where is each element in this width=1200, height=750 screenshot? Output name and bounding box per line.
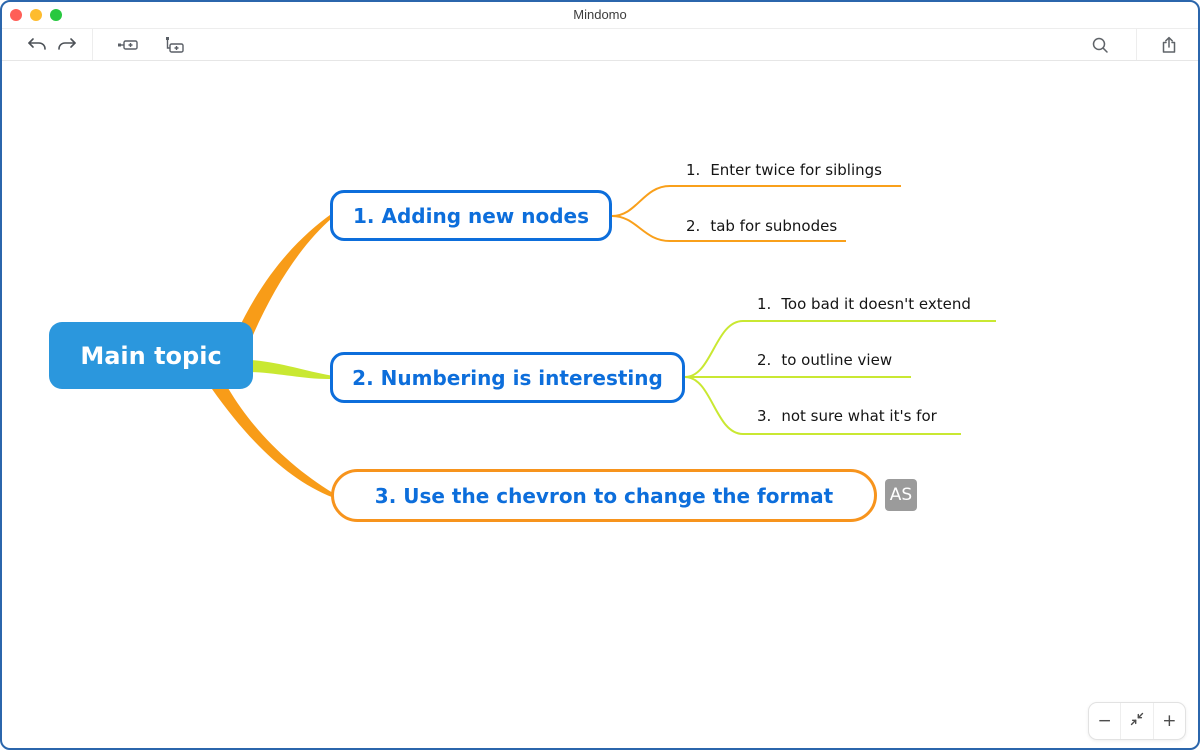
subtopic-2-1-number: 1. xyxy=(757,295,772,313)
subtopic-2-1[interactable] xyxy=(757,295,971,313)
search-button[interactable] xyxy=(1084,32,1116,57)
undo-button[interactable] xyxy=(21,32,53,57)
branch-root-to-topic3 xyxy=(212,388,333,498)
close-button[interactable] xyxy=(10,9,22,21)
fit-to-screen-icon xyxy=(1129,711,1145,732)
undo-icon xyxy=(27,37,47,53)
toolbar-divider xyxy=(92,29,93,60)
subtopic-2-1-text: Too bad it doesn't extend xyxy=(781,295,971,313)
collaborator-badge[interactable] xyxy=(885,479,917,511)
topic-1-label: 1. Adding new nodes xyxy=(353,203,589,228)
subtopic-1-1-text: Enter twice for siblings xyxy=(710,161,882,179)
add-topic-button[interactable] xyxy=(112,32,144,57)
root-node[interactable] xyxy=(49,322,253,389)
subtopic-1-1-number: 1. xyxy=(686,161,701,179)
subtopic-2-3[interactable] xyxy=(757,407,937,425)
zoom-in-button[interactable] xyxy=(1154,703,1185,739)
subtopic-2-2-text: to outline view xyxy=(781,351,893,369)
subtopic-1-2[interactable] xyxy=(686,217,837,235)
add-subtopic-button[interactable] xyxy=(158,32,190,57)
share-icon xyxy=(1160,36,1178,54)
root-node-label: Main topic xyxy=(80,341,222,370)
connector-topic2-child3 xyxy=(685,377,961,434)
search-icon xyxy=(1091,36,1109,54)
subtopic-2-2[interactable] xyxy=(757,351,892,369)
fit-screen-button[interactable] xyxy=(1121,703,1152,739)
connector-topic1-child1 xyxy=(612,186,901,216)
titlebar xyxy=(2,2,1198,29)
window-title: Mindomo xyxy=(573,7,627,22)
toolbar-divider-right xyxy=(1136,29,1137,60)
topic-node-2[interactable] xyxy=(330,352,685,403)
add-topic-icon xyxy=(116,37,140,53)
subtopic-2-2-number: 2. xyxy=(757,351,772,369)
collaborator-initials: AS xyxy=(889,485,913,505)
topic-node-3[interactable] xyxy=(331,469,877,522)
share-button[interactable] xyxy=(1153,32,1185,57)
branch-root-to-topic1 xyxy=(236,214,332,343)
subtopic-1-2-text: tab for subnodes xyxy=(710,217,838,235)
toolbar xyxy=(2,29,1198,61)
traffic-lights xyxy=(10,9,62,21)
maximize-button[interactable] xyxy=(50,9,62,21)
add-subtopic-icon xyxy=(162,36,186,54)
subtopic-1-2-number: 2. xyxy=(686,217,701,235)
branch-root-to-topic2 xyxy=(250,360,331,379)
topic-2-label: 2. Numbering is interesting xyxy=(352,365,663,390)
zoom-out-button[interactable] xyxy=(1089,703,1120,739)
subtopic-1-1[interactable] xyxy=(686,161,882,179)
subtopic-2-3-text: not sure what it's for xyxy=(781,407,937,425)
topic-3-label: 3. Use the chevron to change the format xyxy=(374,483,834,508)
zoom-out-label: − xyxy=(1097,711,1112,731)
zoom-controls xyxy=(1088,702,1186,740)
subtopic-2-3-number: 3. xyxy=(757,407,772,425)
redo-icon xyxy=(57,37,77,53)
redo-button[interactable] xyxy=(51,32,83,57)
zoom-in-label: + xyxy=(1162,711,1177,731)
minimize-button[interactable] xyxy=(30,9,42,21)
topic-node-1[interactable] xyxy=(330,190,612,241)
